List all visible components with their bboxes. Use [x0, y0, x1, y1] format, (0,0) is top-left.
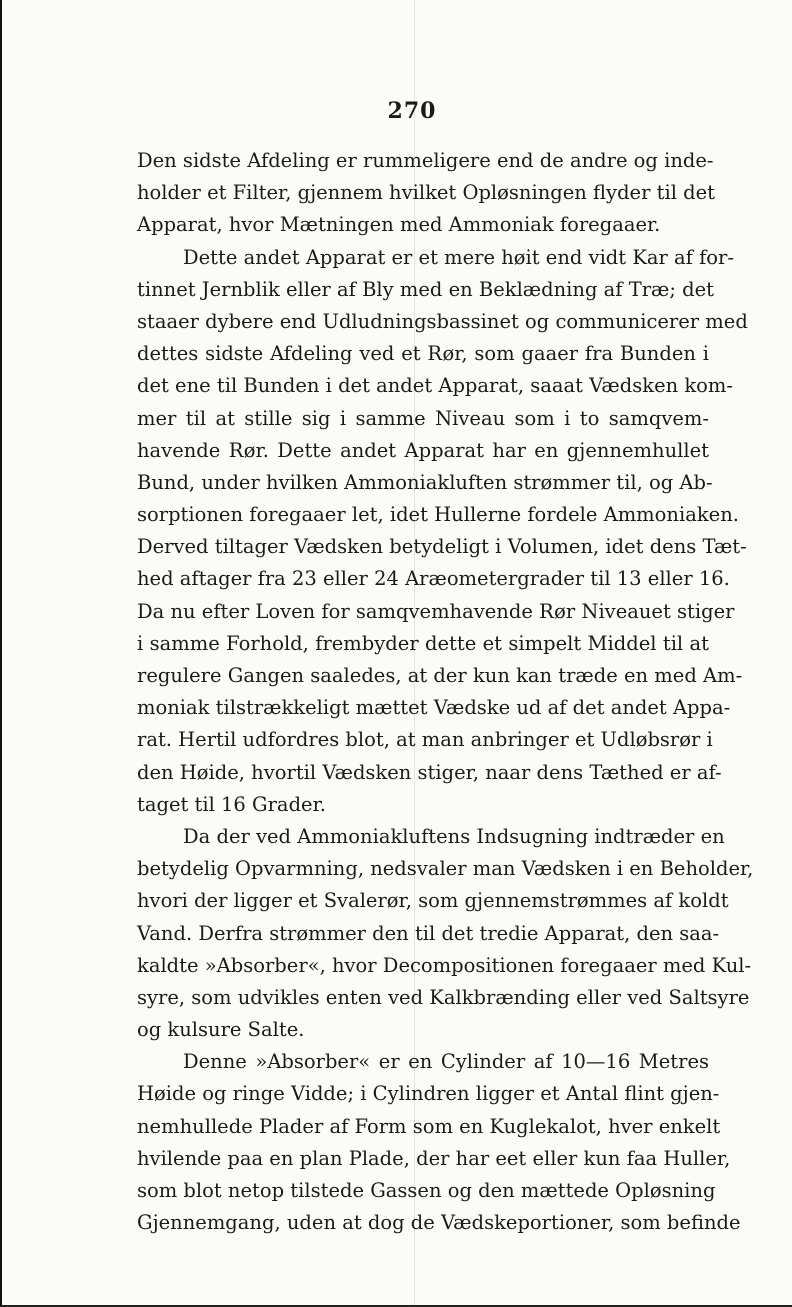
text-line: i samme Forhold, frembyder dette et simpelt Middel til at [137, 631, 709, 655]
text-line: betydelig Opvarmning, nedsvaler man Vædsken i en Beholder, [137, 857, 754, 881]
text-line: tinnet Jernblik eller af Bly med en Beklædning af Træ; det [137, 277, 714, 301]
text-line: Dette andet Apparat er et mere høit end vidt Kar af for- [183, 245, 734, 269]
text-line: mer til at stille sig i samme Niveau som i to samqvem- [137, 406, 709, 430]
text-line: regulere Gangen saaledes, at der kun kan træde en med Am- [137, 664, 743, 687]
text-line: Gjennemgang, uden at dog de Vædskeportioner, som befinde [137, 1211, 741, 1235]
text-line: Da nu efter Loven for samqvemhavende Rør Niveauet stiger [137, 599, 735, 623]
text-line: hvori der ligger et Svalerør, som gjennemstrømmes af koldt [137, 889, 729, 913]
page-number: 270 [387, 98, 437, 124]
text-line: moniak tilstrækkeligt mættet Vædske ud af det andet Appa- [137, 696, 731, 720]
text-line: havende Rør. Dette andet Apparat har en gjennemhullet [137, 438, 709, 462]
text-line: kaldte »Absorber«, hvor Decompositionen foregaaer med Kul- [137, 953, 752, 977]
text-line: Vand. Derfra strømmer den til det tredie Apparat, den saa- [137, 921, 720, 945]
text-line: Apparat, hvor Mætningen med Ammoniak foregaaer. [137, 213, 661, 237]
text-line: det ene til Bunden i det andet Apparat, saaat Vædsken kom- [137, 374, 733, 398]
text-line: staaer dybere end Udludningsbassinet og communicerer med [137, 309, 748, 333]
text-line: Bund, under hvilken Ammoniakluften strømmer til, og Ab- [137, 470, 713, 494]
text-line: taget til 16 Grader. [137, 792, 326, 816]
text-line: hvilende paa en plan Plade, der har eet eller kun faa Huller, [137, 1146, 731, 1170]
text-line: som blot netop tilstede Gassen og den mættede Opløsning [137, 1179, 716, 1202]
body-text [137, 145, 754, 1239]
text-line: sorptionen foregaaer let, idet Hullerne fordele Ammoniaken. [137, 503, 739, 527]
text-line: den Høide, hvortil Vædsken stiger, naar dens Tæthed er af- [137, 760, 722, 784]
text-line: Derved tiltager Vædsken betydeligt i Volumen, idet dens Tæt- [137, 535, 747, 559]
text-line: Da der ved Ammoniakluftens Indsugning indtræder en [183, 824, 725, 848]
text-line: syre, som udvikles enten ved Kalkbrænding eller ved Saltsyre [137, 985, 750, 1009]
text-line: nemhullede Plader af Form som en Kuglekalot, hver enkelt [137, 1114, 721, 1138]
text-line: Høide og ringe Vidde; i Cylindren ligger et Antal flint gjen- [137, 1082, 720, 1106]
text-line: Den sidste Afdeling er rummeligere end de andre og inde- [137, 149, 714, 172]
text-line: rat. Hertil udfordres blot, at man anbringer et Udløbsrør i [137, 728, 713, 752]
text-line: dettes sidste Afdeling ved et Rør, som gaaer fra Bunden i [137, 342, 709, 366]
text-line: hed aftager fra 23 eller 24 Aræometergrader til 13 eller 16. [137, 567, 730, 591]
text-line: og kulsure Salte. [137, 1018, 305, 1042]
text-line: holder et Filter, gjennem hvilket Opløsningen flyder til det [137, 181, 715, 205]
text-line: Denne »Absorber« er en Cylinder af 10—16 Metres [183, 1050, 709, 1074]
